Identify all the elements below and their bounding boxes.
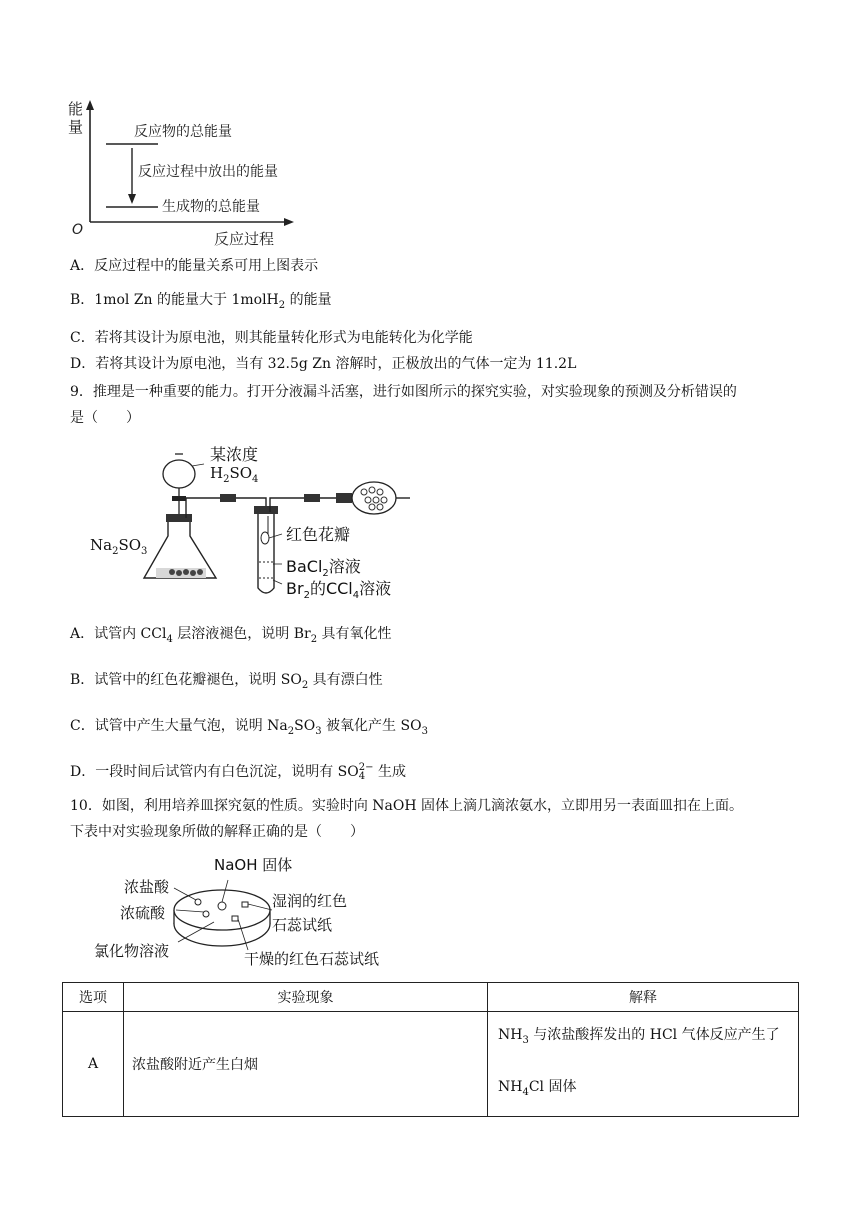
- drying-tube-neck: [336, 493, 352, 503]
- answer-table: [62, 982, 799, 1117]
- row-a-explanation: $NH_3$ 与浓盐酸挥发出的 HCl 气体反应产生了 $NH_4Cl$ 固体: [488, 1012, 799, 1117]
- origin-label: O: [72, 222, 84, 238]
- wet-litmus-label-1: 湿润的红色: [272, 892, 348, 910]
- petal-label: 红色花瓣: [286, 525, 351, 544]
- x-axis-arrow: [284, 218, 294, 226]
- q9-option-c: C．试管中产生大量气泡，说明 $Na_2SO_3$ 被氧化产生 $SO_3$: [70, 718, 428, 737]
- wet-litmus: [242, 902, 248, 907]
- test-tube: [258, 512, 274, 593]
- released-label: 反应过程中放出的能量: [138, 164, 278, 180]
- y-axis-label-2: 量: [68, 118, 84, 136]
- q9-stem-line2: 是（ ）: [70, 410, 140, 426]
- energy-diagram: [62, 98, 302, 248]
- hcl-label: 浓盐酸: [124, 878, 170, 896]
- header-explanation: 解释: [488, 983, 799, 1012]
- dry-litmus: [232, 916, 238, 921]
- row-a-phenomenon: 浓盐酸附近产生白烟: [124, 1012, 488, 1117]
- test-tube-stopper: [254, 506, 278, 514]
- naoh-drop: [218, 902, 226, 910]
- y-axis-label-1: 能: [68, 100, 84, 118]
- q8-option-c: C．若将其设计为原电池，则其能量转化形式为电能转化为化学能: [70, 330, 473, 346]
- salt-label: $Na_2SO_3$: [90, 536, 148, 557]
- table-header-row: [63, 983, 799, 1012]
- x-axis-label: 反应过程: [214, 230, 275, 248]
- flask-stopper: [166, 514, 192, 522]
- products-label: 生成物的总能量: [162, 199, 260, 215]
- q9-option-a: A．试管内 CCl$_4$ 层溶液褪色，说明 $Br_2$ 具有氧化性: [70, 626, 392, 645]
- q10-stem-line2: 下表中对实验现象所做的解释正确的是（ ）: [70, 824, 364, 840]
- petal-shape: [261, 532, 269, 544]
- dry-litmus-label: 干燥的红色石蕊试纸: [244, 950, 380, 968]
- br2-label: $Br_2$的CCl$_4$溶液: [286, 579, 392, 602]
- chloride-label: 氯化物溶液: [94, 942, 170, 960]
- header-option: 选项: [63, 983, 124, 1012]
- q8-option-d: D．若将其设计为原电池，当有 32.5g Zn 溶解时，正极放出的气体一定为 11.2L: [70, 356, 577, 372]
- acid-label-2: $H_2SO_4$: [210, 464, 259, 485]
- sep-funnel-bulb: [163, 460, 195, 488]
- table-row: [63, 1012, 799, 1117]
- q8-option-b: B．1mol Zn 的能量大于 1molH$_2$ 的能量: [70, 292, 332, 311]
- tube-connector-1: [220, 494, 236, 502]
- naoh-label: NaOH 固体: [214, 856, 293, 874]
- acid-label-1: 某浓度: [210, 445, 259, 464]
- outlet-tube: [270, 498, 336, 512]
- row-a-option: A: [63, 1012, 124, 1117]
- q8-option-a: A．反应过程中的能量关系可用上图表示: [70, 258, 319, 274]
- wet-litmus-label-2: 石蕊试纸: [272, 916, 333, 934]
- header-phenomenon: 实验现象: [124, 983, 488, 1012]
- sep-funnel-stopcock: [172, 496, 186, 501]
- tube-connector-2: [304, 494, 320, 502]
- leader-acid: [192, 464, 204, 466]
- h2so4-label: 浓硫酸: [120, 904, 166, 922]
- q10-stem-line1: 10．如图，利用培养皿探究氨的性质。实验时向 NaOH 固体上滴几滴浓氨水，立即用另一表面皿扣在上面。: [70, 798, 743, 814]
- reactants-label: 反应物的总能量: [134, 124, 232, 140]
- q9-stem-line1: 9．推理是一种重要的能力。打开分液漏斗活塞，进行如图所示的探究实验，对实验现象的预测及分析错误的: [70, 384, 737, 400]
- bacl2-label: BaCl$_2$溶液: [286, 557, 361, 580]
- y-axis-arrow: [86, 100, 94, 110]
- q9-option-b: B．试管中的红色花瓣褪色，说明 $SO_2$ 具有漂白性: [70, 672, 383, 691]
- energy-arrow-head: [128, 194, 136, 204]
- q9-option-d: D．一段时间后试管内有白色沉淀，说明有 SO 2− 4 生成: [70, 762, 406, 782]
